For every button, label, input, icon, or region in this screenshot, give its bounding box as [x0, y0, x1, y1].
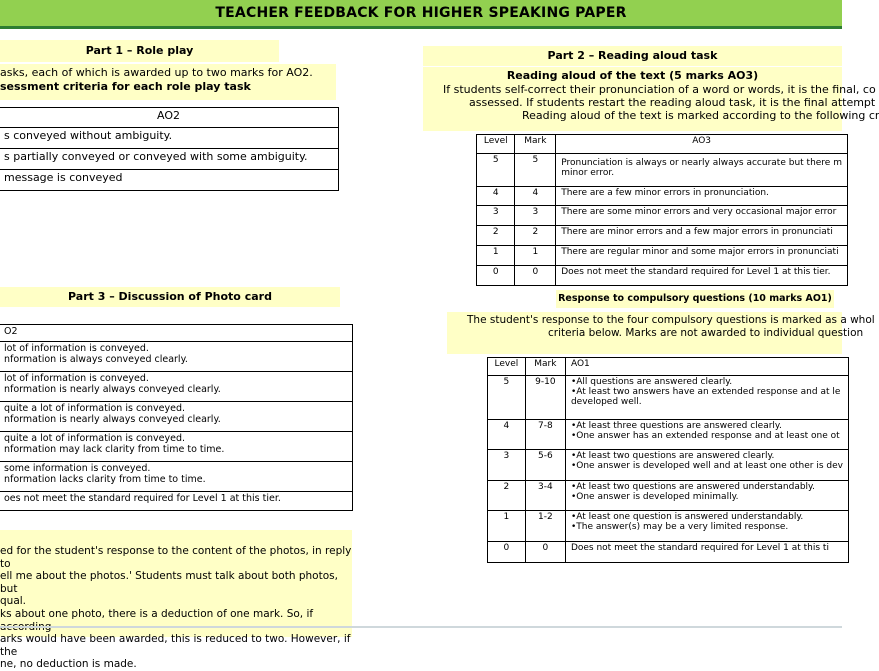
part2-intro-line: Reading aloud of the text is marked according to the following cr [522, 109, 879, 122]
compulsory-descriptor-line: •At least two questions are answered understandably. [570, 482, 815, 492]
part2-intro-line: assessed. If students restart the reading aloud task, it is the final attempt [469, 96, 876, 109]
part2-mark: 1 [515, 246, 556, 266]
compulsory-mark: 0 [525, 542, 565, 563]
part3-row: oes not meet the standard required for Level 1 at this tier. [0, 492, 353, 511]
part2-descriptor-line: Pronunciation is always or nearly always accurate but there m [561, 158, 842, 168]
compulsory-mark: 9-10 [525, 376, 565, 420]
compulsory-header-level: Level [488, 358, 526, 376]
part2-descriptor [556, 154, 848, 187]
part2-mark: 4 [515, 187, 556, 206]
compulsory-intro-line: criteria below. Marks are not awarded to individual question [548, 327, 864, 339]
compulsory-descriptor-line: •All questions are answered clearly. [570, 377, 733, 387]
part3-row-line: nformation is always conveyed clearly. [4, 354, 188, 365]
compulsory-header-mark: Mark [525, 358, 565, 376]
compulsory-descriptor-line: •At least two questions are answered clearly. [570, 451, 775, 461]
part3-row [0, 342, 353, 372]
part3-row-line: quite a lot of information is conveyed. [4, 433, 185, 444]
part2-subheading: Reading aloud of the text (5 marks AO3) [506, 69, 759, 82]
part3-row-line: nformation may lack clarity from time to time. [4, 444, 225, 455]
part1-intro-line: asks, each of which is awarded up to two marks for AO2. [0, 66, 313, 79]
page-bottom-divider [0, 626, 842, 628]
part2-mark: 3 [515, 206, 556, 226]
part3-row [0, 432, 353, 462]
compulsory-table [487, 357, 849, 563]
compulsory-level: 4 [488, 420, 526, 450]
part2-descriptor: There are regular minor and some major errors in pronunciati [556, 246, 848, 266]
part2-level: 2 [477, 226, 515, 246]
part3-table [0, 324, 353, 511]
part3-ao-header: O2 [0, 325, 353, 342]
compulsory-level: 1 [488, 511, 526, 542]
part2-heading: Part 2 – Reading aloud task [423, 46, 842, 67]
page-banner-title: TEACHER FEEDBACK FOR HIGHER SPEAKING PAPER [0, 0, 842, 29]
part2-level: 3 [477, 206, 515, 226]
compulsory-descriptor [565, 511, 848, 542]
part3-row-line: nformation lacks clarity from time to time. [4, 474, 206, 485]
part2-level: 5 [477, 154, 515, 187]
part2-intro-line: If students self-correct their pronunciation of a word or words, it is the final, co [443, 83, 876, 96]
compulsory-descriptor [565, 450, 848, 481]
part1-row: s conveyed without ambiguity. [0, 128, 339, 149]
compulsory-descriptor-line: •One answer is developed well and at least one other is dev [570, 461, 843, 471]
part2-mark: 2 [515, 226, 556, 246]
part3-row [0, 462, 353, 492]
part1-table [0, 107, 339, 191]
part1-heading: Part 1 – Role play [85, 44, 194, 57]
compulsory-descriptor [565, 376, 848, 420]
compulsory-mark: 1-2 [525, 511, 565, 542]
part3-row-line: quite a lot of information is conveyed. [4, 403, 185, 414]
part1-row: s partially conveyed or conveyed with some ambiguity. [0, 149, 339, 170]
part2-descriptor-line: minor error. [561, 168, 615, 178]
part2-header-ao: AO3 [556, 135, 848, 154]
compulsory-descriptor [565, 420, 848, 450]
part3-heading: Part 3 – Discussion of Photo card [68, 290, 272, 303]
compulsory-header-ao: AO1 [565, 358, 848, 376]
compulsory-descriptor-line: •The answer(s) may be a very limited response. [570, 522, 789, 532]
part2-descriptor: There are some minor errors and very occasional major error [556, 206, 848, 226]
part3-note-line: qual. [0, 595, 27, 608]
part3-note-box [0, 530, 352, 671]
part2-box [423, 46, 879, 131]
part1-intro-bold-line: sessment criteria for each role play task [0, 80, 251, 93]
part1-heading-box [0, 40, 279, 62]
part2-mark: 0 [515, 266, 556, 286]
compulsory-descriptor-line: •At least two answers have an extended response and at le [570, 387, 841, 397]
compulsory-mark: 5-6 [525, 450, 565, 481]
compulsory-heading: Response to compulsory questions (10 marks AO1) [558, 293, 832, 304]
compulsory-descriptor: Does not meet the standard required for Level 1 at this ti [565, 542, 848, 563]
part3-row-line: lot of information is conveyed. [4, 373, 149, 384]
part2-header-mark: Mark [515, 135, 556, 154]
part2-level: 1 [477, 246, 515, 266]
part3-note-line: ks about one photo, there is a deduction of one mark. So, if [0, 607, 314, 620]
compulsory-descriptor [565, 481, 848, 511]
part3-row [0, 372, 353, 402]
part2-level: 0 [477, 266, 515, 286]
part2-mark: 5 [515, 154, 556, 187]
part2-level: 4 [477, 187, 515, 206]
compulsory-descriptor-line: •At least one question is answered understandably. [570, 512, 804, 522]
part1-intro-box [0, 64, 336, 100]
part3-note-line: ed for the student's response to the content of the photos, in reply to [0, 545, 352, 570]
part3-note-line: ell me about the photos.' Students must talk about both photos, but [0, 570, 338, 595]
part3-row-line: nformation is nearly always conveyed clearly. [4, 414, 221, 425]
part1-ao-header: AO2 [0, 108, 339, 128]
compulsory-intro-box [447, 312, 875, 354]
part2-descriptor: Does not meet the standard required for Level 1 at this tier. [556, 266, 848, 286]
compulsory-intro-line: The student's response to the four compulsory questions is marked as a whol [467, 314, 875, 326]
compulsory-descriptor-line: •At least three questions are answered clearly. [570, 421, 782, 431]
part3-note-line: ne, no deduction is made. [0, 658, 137, 671]
part2-header-level: Level [477, 135, 515, 154]
compulsory-level: 3 [488, 450, 526, 481]
compulsory-level: 2 [488, 481, 526, 511]
part2-descriptor: There are a few minor errors in pronunciation. [556, 187, 848, 206]
part3-row-line: nformation is nearly always conveyed clearly. [4, 384, 221, 395]
part3-row-line: some information is conveyed. [4, 463, 151, 474]
part3-note-line: arks would have been awarded, this is reduced to two. However, if the [0, 633, 351, 658]
part2-descriptor: There are minor errors and a few major errors in pronunciati [556, 226, 848, 246]
part3-row-line: lot of information is conveyed. [4, 343, 149, 354]
compulsory-level: 5 [488, 376, 526, 420]
part3-heading-box [0, 287, 340, 307]
compulsory-descriptor-line: •One answer is developed minimally. [570, 492, 739, 502]
part2-table [476, 134, 848, 286]
compulsory-mark: 3-4 [525, 481, 565, 511]
compulsory-mark: 7-8 [525, 420, 565, 450]
compulsory-heading-box [556, 290, 834, 308]
compulsory-level: 0 [488, 542, 526, 563]
compulsory-descriptor-line: •One answer has an extended response and at least one ot [570, 431, 840, 441]
part1-row: message is conveyed [0, 170, 339, 191]
compulsory-descriptor-line: developed well. [570, 397, 642, 407]
part3-row [0, 402, 353, 432]
